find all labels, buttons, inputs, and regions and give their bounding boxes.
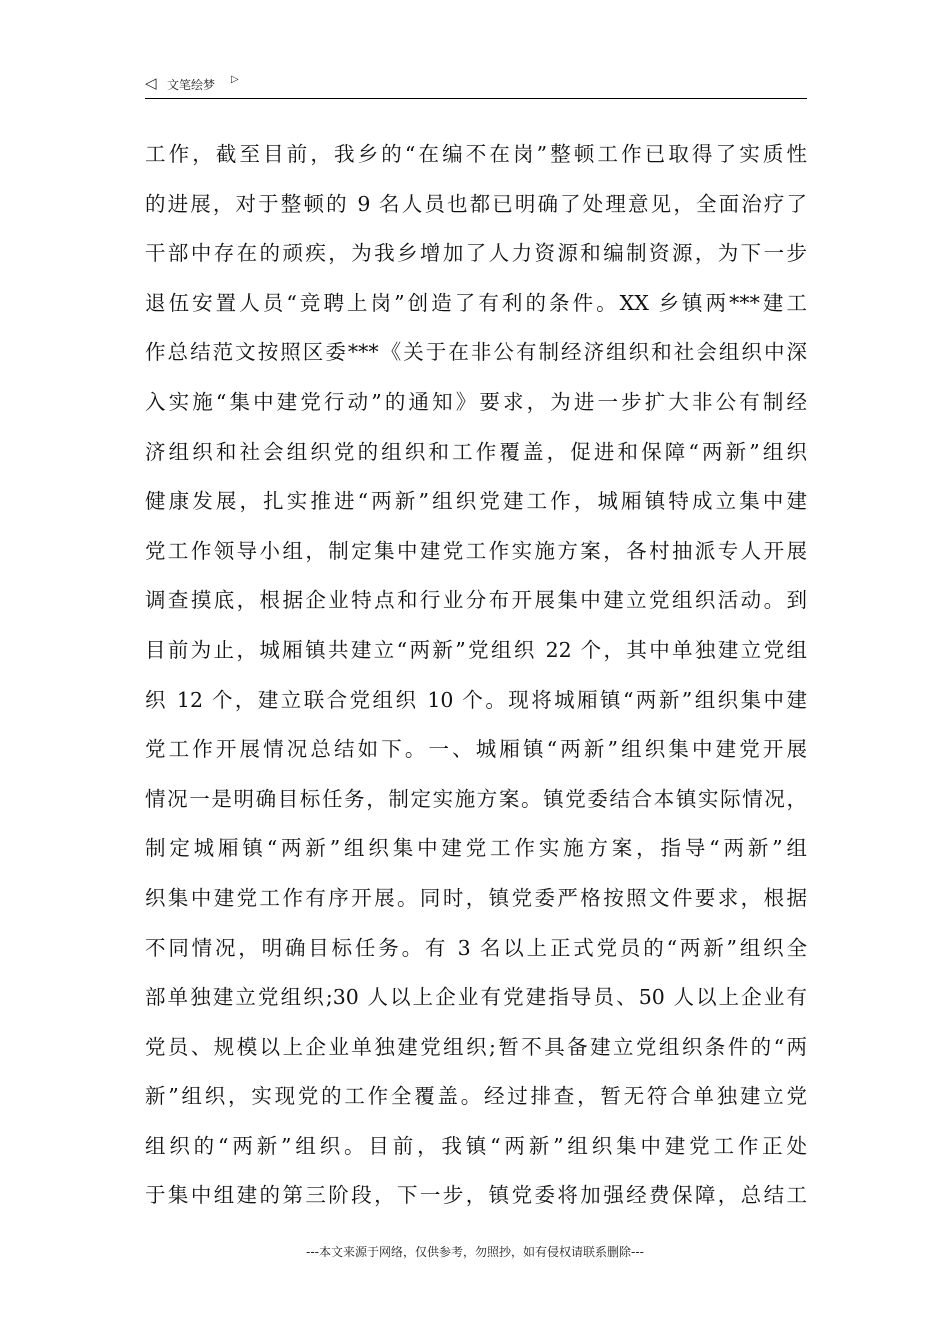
page-footer: ---本文来源于网络，仅供参考，勿照抄，如有侵权请联系删除---	[306, 1245, 644, 1259]
text-line: 于集中组建的第三阶段，下一步，镇党委将加强经费保障，总结工	[145, 1183, 807, 1208]
text-line: 入实施“集中建党行动”的通知》要求，为进一步扩大非公有制经	[145, 389, 807, 414]
text-line: 组织的“两新”组织。目前，我镇“两新”组织集中建党工作正处	[145, 1133, 807, 1158]
text-line: 织 12 个，建立联合党组织 10 个。现将城厢镇“两新”组织集中建	[145, 687, 807, 712]
text-line: 党工作开展情况总结如下。一、城厢镇“两新”组织集中建党开展	[145, 737, 807, 762]
text-line: 部单独建立党组织;30 人以上企业有党建指导员、50 人以上企业有	[145, 985, 807, 1010]
text-line: 目前为止，城厢镇共建立“两新”党组织 22 个，其中单独建立党组	[145, 637, 807, 662]
text-line: 工作，截至目前，我乡的“在编不在岗”整顿工作已取得了实质性	[145, 142, 807, 166]
text-line: 济组织和社会组织党的组织和工作覆盖，促进和保障“两新”组织	[145, 439, 807, 464]
text-line: 作总结范文按照区委***《关于在非公有制经济组织和社会组织中深	[145, 340, 807, 365]
text-line: 党工作领导小组，制定集中建党工作实施方案，各村抽派专人开展	[145, 538, 807, 563]
page-header	[145, 72, 807, 99]
text-line: 织集中建党工作有序开展。同时，镇党委严格按照文件要求，根据	[145, 885, 807, 910]
text-line: 新”组织，实现党的工作全覆盖。经过排查，暂无符合单独建立党	[145, 1084, 807, 1109]
text-line: 情况一是明确目标任务，制定实施方案。镇党委结合本镇实际情况，	[145, 786, 807, 811]
text-line: 不同情况，明确目标任务。有 3 名以上正式党员的“两新”组织全	[145, 935, 807, 960]
text-line: 的进展，对于整顿的 9 名人员也都已明确了处理意见，全面治疗了	[145, 191, 807, 216]
text-line: 健康发展，扎实推进“两新”组织党建工作，城厢镇特成立集中建	[145, 489, 807, 514]
left-triangle-icon: ◁	[145, 74, 157, 92]
right-triangle-icon: ▷	[231, 74, 239, 85]
text-line: 制定城厢镇“两新”组织集中建党工作实施方案，指导“两新”组	[145, 836, 807, 861]
text-line: 党员、规模以上企业单独建党组织;暂不具备建立党组织条件的“两	[145, 1034, 807, 1059]
header-title: 文笔绘梦	[167, 78, 216, 92]
text-line: 退伍安置人员“竞聘上岗”创造了有利的条件。XX 乡镇两***建工	[145, 290, 807, 315]
text-line: 调查摸底，根据企业特点和行业分布开展集中建立党组织活动。到	[145, 588, 807, 613]
document-body	[145, 130, 807, 1221]
text-line: 干部中存在的顽疾，为我乡增加了人力资源和编制资源，为下一步	[145, 241, 807, 266]
